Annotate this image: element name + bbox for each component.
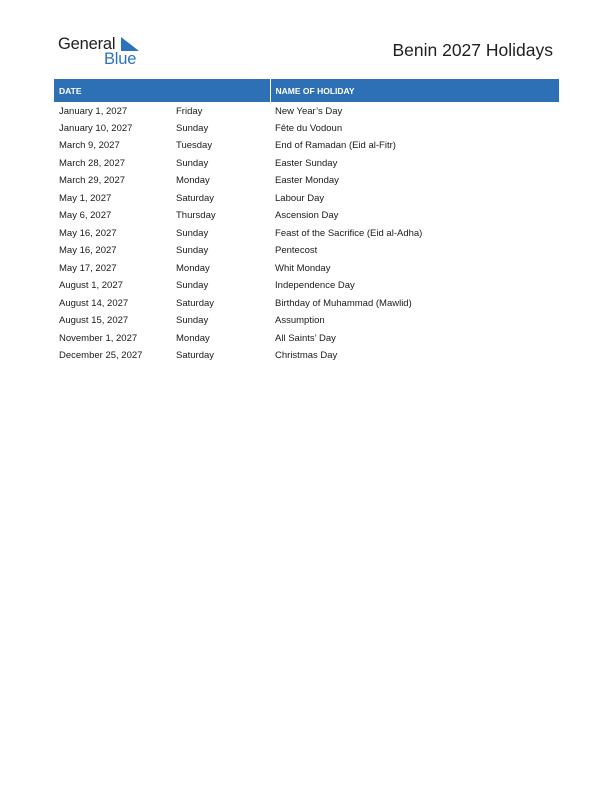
logo-word-general: General bbox=[58, 35, 116, 53]
date-cell: January 1, 2027 bbox=[59, 106, 128, 118]
date-cell: May 16, 2027 bbox=[59, 227, 117, 239]
day-cell: Sunday bbox=[176, 245, 209, 257]
table-row bbox=[54, 260, 559, 278]
date-cell: January 10, 2027 bbox=[59, 122, 133, 134]
day-cell: Saturday bbox=[176, 297, 215, 309]
day-cell: Saturday bbox=[176, 192, 215, 204]
table-row bbox=[54, 102, 559, 120]
day-cell: Sunday bbox=[176, 157, 209, 169]
logo-word-blue: Blue bbox=[104, 50, 137, 68]
holiday-name-cell: End of Ramadan (Eid al-Fitr) bbox=[275, 140, 396, 152]
date-cell: August 15, 2027 bbox=[59, 315, 129, 327]
table-row bbox=[54, 242, 559, 260]
day-cell: Tuesday bbox=[176, 140, 213, 152]
date-cell: March 9, 2027 bbox=[59, 140, 120, 152]
day-cell: Sunday bbox=[176, 280, 209, 292]
table-body bbox=[54, 102, 559, 365]
date-cell: May 16, 2027 bbox=[59, 245, 117, 257]
table-row bbox=[54, 120, 559, 138]
logo bbox=[58, 34, 148, 68]
day-cell: Thursday bbox=[176, 210, 216, 222]
table-row bbox=[54, 277, 559, 295]
page-title: Benin 2027 Holidays bbox=[392, 40, 553, 60]
table-row bbox=[54, 137, 559, 155]
day-cell: Saturday bbox=[176, 350, 215, 362]
table-header-row bbox=[54, 79, 559, 102]
day-cell: Monday bbox=[176, 175, 210, 187]
day-cell: Sunday bbox=[176, 122, 209, 134]
holiday-name-cell: Independence Day bbox=[275, 280, 355, 292]
holiday-name-cell: All Saints’ Day bbox=[275, 332, 336, 344]
day-cell: Sunday bbox=[176, 315, 209, 327]
column-header-date: DATE bbox=[54, 79, 270, 102]
holiday-name-cell: Feast of the Sacrifice (Eid al-Adha) bbox=[275, 227, 423, 239]
day-cell: Sunday bbox=[176, 227, 209, 239]
holiday-name-cell: Fête du Vodoun bbox=[275, 122, 343, 134]
date-cell: March 28, 2027 bbox=[59, 157, 126, 169]
date-cell: May 1, 2027 bbox=[59, 192, 112, 204]
holiday-table bbox=[54, 79, 559, 365]
column-header-holiday-name: NAME OF HOLIDAY bbox=[270, 79, 559, 102]
table-row bbox=[54, 330, 559, 348]
date-cell: May 17, 2027 bbox=[59, 262, 117, 274]
holiday-name-cell: Pentecost bbox=[275, 245, 318, 257]
table-row bbox=[54, 207, 559, 225]
holiday-name-cell: Assumption bbox=[275, 315, 325, 327]
table-row bbox=[54, 312, 559, 330]
holiday-name-cell: Easter Sunday bbox=[275, 157, 338, 169]
holiday-name-cell: Birthday of Muhammad (Mawlid) bbox=[275, 297, 412, 309]
table-row bbox=[54, 155, 559, 173]
table-row bbox=[54, 172, 559, 190]
holiday-name-cell: New Year’s Day bbox=[275, 106, 343, 118]
day-cell: Monday bbox=[176, 332, 210, 344]
holiday-name-cell: Whit Monday bbox=[275, 262, 331, 274]
date-cell: August 14, 2027 bbox=[59, 297, 129, 309]
table-row bbox=[54, 225, 559, 243]
table-row bbox=[54, 190, 559, 208]
date-cell: August 1, 2027 bbox=[59, 280, 123, 292]
holiday-name-cell: Ascension Day bbox=[275, 210, 339, 222]
date-cell: November 1, 2027 bbox=[59, 332, 138, 344]
holiday-name-cell: Labour Day bbox=[275, 192, 325, 204]
holiday-name-cell: Christmas Day bbox=[275, 350, 338, 362]
date-cell: March 29, 2027 bbox=[59, 175, 126, 187]
table-row bbox=[54, 347, 559, 365]
day-cell: Monday bbox=[176, 262, 210, 274]
table-row bbox=[54, 295, 559, 313]
holiday-name-cell: Easter Monday bbox=[275, 175, 339, 187]
date-cell: December 25, 2027 bbox=[59, 350, 143, 362]
day-cell: Friday bbox=[176, 106, 203, 118]
date-cell: May 6, 2027 bbox=[59, 210, 112, 222]
